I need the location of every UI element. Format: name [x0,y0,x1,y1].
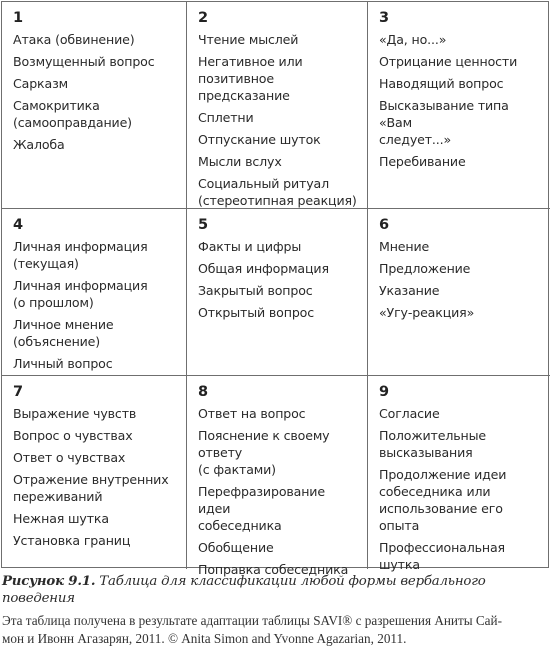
cell-item: Ответ на вопрос [198,406,306,421]
source-note-line-1: Эта таблица получена в результате адаптации таблицы SAVI® с разрешения Аниты Сай- [2,613,502,628]
cell-item: Перебивание [379,154,466,169]
cell-item: Обобщение [198,540,274,555]
cell-item: Мысли вслух [198,154,282,169]
table-cell-3 [368,2,550,209]
table-cell-4 [2,209,187,376]
cell-item: Сарказм [13,76,68,91]
cell-item: Открытый вопрос [198,305,314,320]
figure-caption-text: Таблица для классификации любой формы вербального поведения [2,574,486,606]
cell-item: Сплетни [198,110,254,125]
cell-number: 3 [379,10,390,26]
cell-item: Факты и цифры [198,239,302,254]
cell-item: Закрытый вопрос [198,283,313,298]
cell-item: Высказывание типа «Вам следует...» [379,98,509,147]
cell-item: Продолжение идеи собеседника или использование его опыта [379,467,507,533]
cell-item: Самокритика (самооправдание) [13,98,132,130]
cell-number: 2 [198,10,209,26]
cell-number: 6 [379,217,390,233]
cell-number: 8 [198,384,209,400]
table-cell-1 [2,2,187,209]
cell-item: Профессиональная шутка [379,540,505,572]
classification-table [1,1,549,577]
cell-item: Предложение [379,261,471,276]
cell-item: Указание [379,283,440,298]
cell-item: Вопрос о чувствах [13,428,133,443]
cell-item: «Да, но...» [379,32,447,47]
figure-caption [2,573,548,607]
cell-item: Личная информация (о прошлом) [13,278,148,310]
table-cell-6 [368,209,550,376]
table-cell-9 [368,376,550,572]
cell-item: Выражение чувств [13,406,137,421]
cell-item: Личное мнение (объяснение) [13,317,114,349]
cell-number: 4 [13,217,24,233]
cell-item: Установка границ [13,533,131,548]
cell-item: Наводящий вопрос [379,76,504,91]
table-cell-5 [187,209,368,376]
cell-item: Личный вопрос [13,356,113,371]
cell-item: Социальный ритуал (стереотипная реакция) [198,176,357,208]
source-note [2,612,548,648]
cell-item: Негативное или позитивное предсказание [198,54,303,103]
cell-item: Общая информация [198,261,329,276]
cell-item: Перефразирование идеи собеседника [198,484,325,533]
table-cell-7 [2,376,187,569]
table-cell-8 [187,376,368,577]
table-cell-2 [187,2,368,209]
cell-item: Отрицание ценности [379,54,518,69]
cell-number: 5 [198,217,209,233]
cell-item: Отражение внутренних переживаний [13,472,169,504]
cell-item: Чтение мыслей [198,32,299,47]
cell-item: Атака (обвинение) [13,32,135,47]
cell-item: Нежная шутка [13,511,109,526]
cell-item: «Угу-реакция» [379,305,475,320]
cell-number: 9 [379,384,390,400]
cell-item: Ответ о чувствах [13,450,126,465]
cell-number: 7 [13,384,24,400]
cell-item: Поправка собеседника [198,562,349,577]
cell-item: Отпускание шуток [198,132,321,147]
cell-item: Положительные высказывания [379,428,486,460]
cell-item: Жалоба [13,137,65,152]
cell-item: Согласие [379,406,440,421]
cell-item: Мнение [379,239,430,254]
cell-item: Пояснение к своему ответу (с фактами) [198,428,330,477]
source-note-line-2: мон и Ивонн Агазарян, 2011. © Anita Simon and Yvonne Agazarian, 2011. [2,631,407,646]
cell-item: Личная информация (текущая) [13,239,148,271]
cell-number: 1 [13,10,24,26]
figure-caption-label: Рисунок 9.1. [2,574,96,589]
cell-item: Возмущенный вопрос [13,54,155,69]
